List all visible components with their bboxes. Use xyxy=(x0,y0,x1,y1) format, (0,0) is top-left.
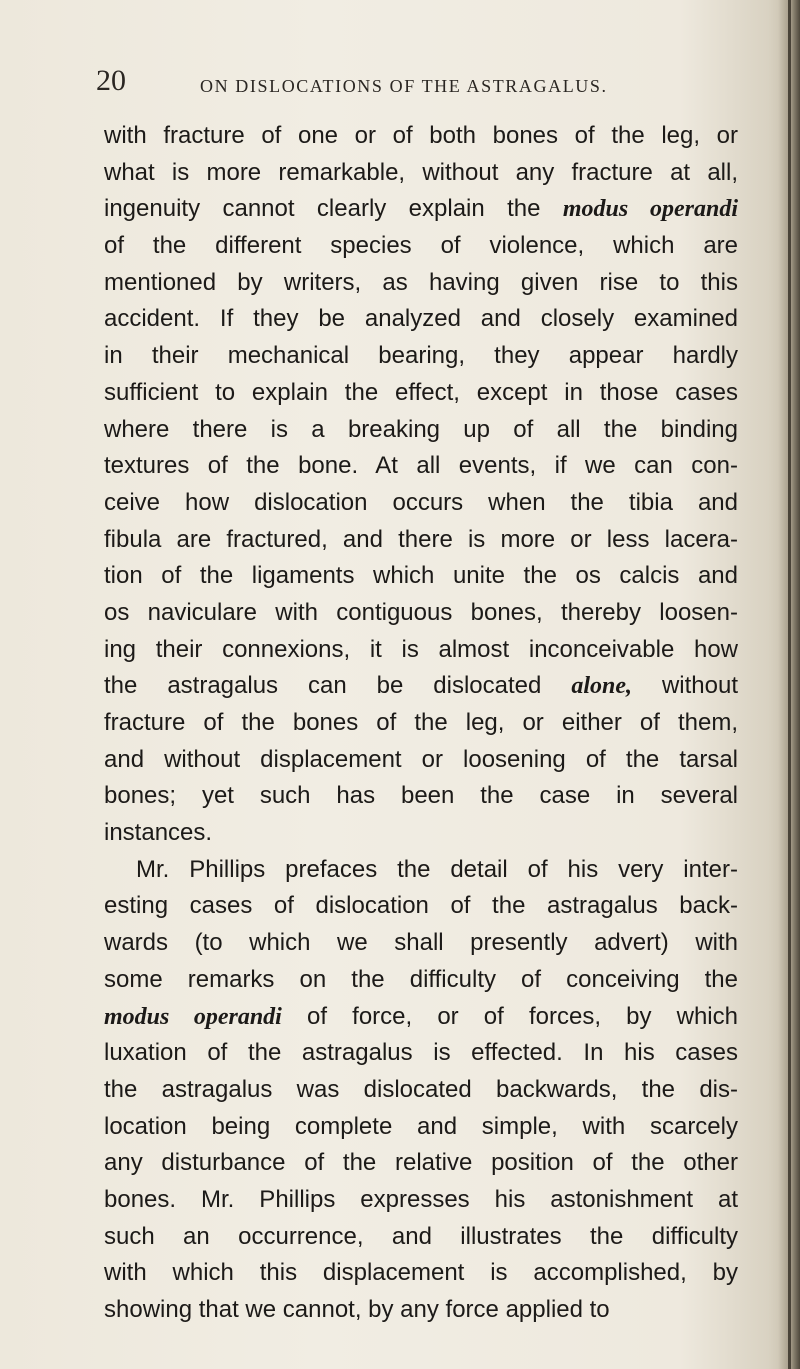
text-line: in their mechanical bearing, they appear hardly xyxy=(104,342,738,370)
text-line: with which this displacement is accomplished, by xyxy=(104,1259,738,1287)
text-line: and without displacement or loosening of the tarsal xyxy=(104,745,738,773)
text-line: where there is a breaking up of all the binding xyxy=(104,415,738,443)
text-line: accident. If they be analyzed and closely examined xyxy=(104,305,738,333)
text-line: wards (to which we shall presently advert) with xyxy=(104,929,738,957)
text-line: luxation of the astragalus is effected. In his cases xyxy=(104,1039,738,1067)
text-line: fibula are fractured, and there is more or less lacera- xyxy=(104,525,738,553)
italic-phrase: modus operandi xyxy=(562,196,738,223)
page-header xyxy=(96,66,696,106)
text-segment: the astragalus can be dislocated xyxy=(104,672,572,700)
text-line: textures of the bone. At all events, if we can con- xyxy=(104,452,738,480)
page-number: 20 xyxy=(96,64,126,97)
text-line: with fracture of one or of both bones of the leg, or xyxy=(104,122,738,149)
text-line: what is more remarkable, without any fracture at all, xyxy=(104,158,738,186)
text-line: of the different species of violence, which are xyxy=(104,232,738,260)
text-line: instances. xyxy=(104,819,213,847)
text-line: sufficient to explain the effect, except in those cases xyxy=(104,378,738,406)
text-line xyxy=(104,999,738,1036)
italic-phrase: modus operandi xyxy=(104,1003,282,1030)
text-line: any disturbance of the relative position of the other xyxy=(104,1149,738,1177)
text-segment: ingenuity cannot clearly explain the xyxy=(104,195,563,223)
text-line: bones; yet such has been the case in several xyxy=(104,782,738,810)
text-line: tion of the ligaments which unite the os calcis and xyxy=(104,562,738,590)
text-line: the astragalus was dislocated backwards, the dis- xyxy=(104,1075,738,1103)
page-edge-line xyxy=(788,0,791,1369)
text-line: mentioned by writers, as having given rise to this xyxy=(104,268,738,296)
text-segment: without xyxy=(632,672,738,700)
text-line: ceive how dislocation occurs when the tibia and xyxy=(104,488,738,516)
text-line: location being complete and simple, with scarcely xyxy=(104,1112,738,1140)
text-line: Mr. Phillips prefaces the detail of his very inter- xyxy=(136,855,738,883)
text-line xyxy=(104,191,738,228)
text-segment: of force, or of forces, by which xyxy=(281,1002,738,1030)
text-line: ing their connexions, it is almost inconceivable how xyxy=(104,635,738,663)
text-line: fracture of the bones of the leg, or either of them, xyxy=(104,709,738,736)
text-line: showing that we cannot, by any force applied to xyxy=(104,1296,610,1323)
text-line: such an occurrence, and illustrates the difficulty xyxy=(104,1222,738,1250)
text-line: os naviculare with contiguous bones, thereby loosen- xyxy=(104,598,738,626)
text-line: esting cases of dislocation of the astragalus back- xyxy=(104,892,738,920)
text-line xyxy=(104,668,738,705)
text-line: some remarks on the difficulty of conceiving the xyxy=(104,965,738,993)
text-line: bones. Mr. Phillips expresses his astonishment at xyxy=(104,1185,738,1213)
running-head: ON DISLOCATIONS OF THE ASTRAGALUS. xyxy=(200,76,608,96)
body-text xyxy=(104,118,738,1329)
italic-phrase: alone, xyxy=(571,673,632,700)
